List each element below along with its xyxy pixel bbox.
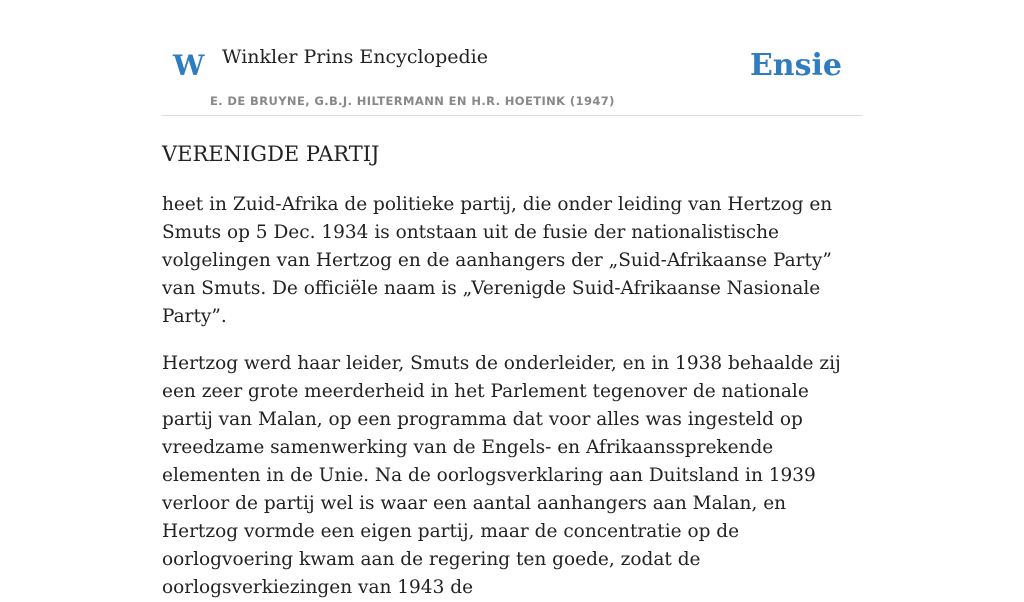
site-title[interactable]: Winkler Prins Encyclopedie bbox=[222, 46, 488, 68]
authors-byline: E. DE BRUYNE, G.B.J. HILTERMANN EN H.R. HOETINK (1947) bbox=[210, 94, 615, 108]
brand-logo[interactable]: Ensie bbox=[749, 48, 842, 83]
site-logo[interactable]: W bbox=[173, 49, 205, 82]
header bbox=[162, 0, 862, 116]
article-paragraph-2: Hertzog werd haar leider, Smuts de onderleider, en in 1938 behaalde zij een zeer grote meerderheid in het Parlement tegenover de nationale partij van Malan, op een programma dat voor alles was ingesteld op vreedzame samenwerking van de Engels- en Afrikaanssprekende elementen in de Unie. Na de oorlogsverklaring aan Duitsland in 1939 verloor de partij wel is waar een aantal aanhangers aan Malan, en Hertzog vormde een eigen partij, maar de concentratie op de oorlogvoering kwam aan de regering ten goede, zodat de oorlogsverkiezingen van 1943 de bbox=[162, 353, 841, 599]
article-title: VERENIGDE PARTIJ bbox=[162, 142, 380, 166]
article-paragraph-1: heet in Zuid-Afrika de politieke partij, die onder leiding van Hertzog en Smuts op 5 Dec. 1934 is ontstaan uit de fusie der nationalistische volgelingen van Hertzog en de aanhangers der „Suid-Afrikaanse Party” van Smuts. De officiële naam is „Verenigde Suid-Afrikaanse Nasionale Party”. bbox=[162, 194, 833, 328]
page-container bbox=[162, 0, 862, 602]
